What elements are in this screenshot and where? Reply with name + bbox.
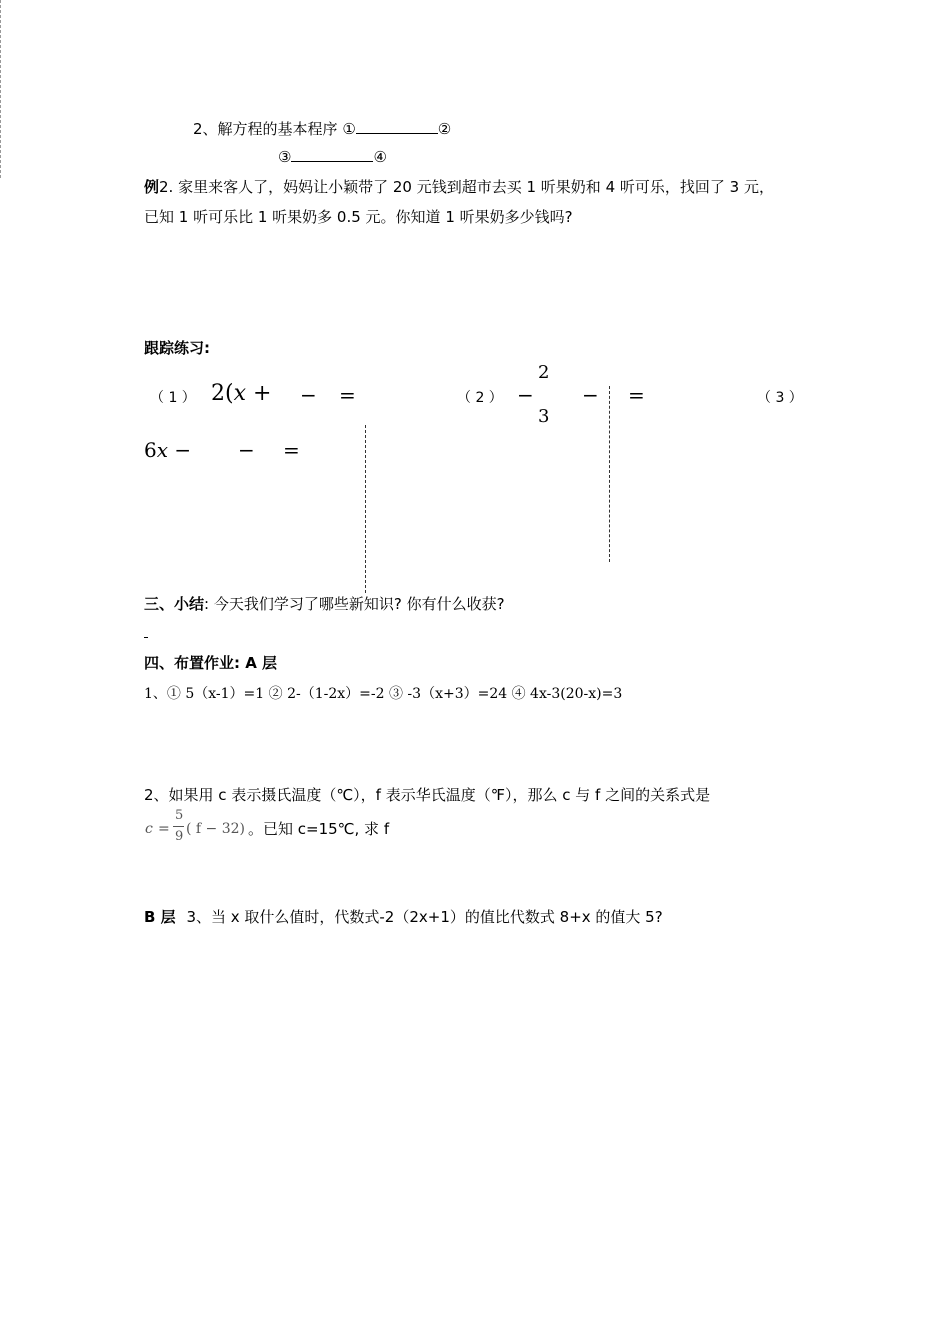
homework-q2-line-1: 2、如果用 c 表示摄氏温度（℃），f 表示华氏温度（℉），那么 c 与 f 之间的关系式是 <box>144 786 711 804</box>
practice-1-plus: + <box>246 381 272 406</box>
practice-1-expression <box>211 381 271 406</box>
practice-1-label: （ 1 ） <box>150 390 196 406</box>
formula-denominator: 9 <box>175 829 184 844</box>
summary-text: : 今天我们学习了哪些新知识? 你有什么收获? <box>204 595 505 613</box>
practice-3-expression <box>144 438 191 462</box>
practice-3-equals: = <box>283 438 300 462</box>
summary-line <box>144 593 505 614</box>
example-2-text-1: 2. 家里来客人了，妈妈让小颖带了 20 元钱到超市去买 1 听果奶和 4 听可乐，找回了 3 元， <box>159 178 774 196</box>
column-divider-2 <box>609 386 610 562</box>
practice-3-coefficient: 6 <box>144 438 157 462</box>
procedure-prefix: 2、解方程的基本程序 <box>193 120 338 138</box>
practice-2-fraction-numerator: 2 <box>538 362 550 383</box>
procedure-line-2 <box>278 147 387 166</box>
column-divider-1 <box>365 425 366 593</box>
homework-q3: 3、当 x 取什么值时，代数式-2（2x+1）的值比代数式 8+x 的值大 5? <box>186 908 663 926</box>
homework-q3-line <box>144 906 663 927</box>
homework-q2-tail: 。已知 c=15℃, 求 f <box>248 820 390 838</box>
practice-2-fraction-denominator: 3 <box>538 406 550 427</box>
procedure-blank-2[interactable] <box>291 147 373 162</box>
practice-2-minus-1: − <box>517 383 534 407</box>
formula-c: c <box>145 821 153 837</box>
procedure-blank-1[interactable] <box>356 119 438 134</box>
practice-3-minus: − <box>238 438 255 462</box>
practice-3-variable: x <box>156 438 169 462</box>
practice-1-variable: x <box>233 381 247 406</box>
example-label: 例 <box>144 178 160 196</box>
practice-2-minus-2: − <box>582 383 599 407</box>
homework-q1: 1、① 5（x-1）=1 ② 2-（1-2x）=-2 ③ -3（x+3）=24 ④ 4x-3(20-x)=3 <box>144 686 623 702</box>
example-2-line-2: 已知 1 听可乐比 1 听果奶多 0.5 元。你知道 1 听果奶多少钱吗? <box>144 208 573 226</box>
practice-2-label: （ 2 ） <box>457 390 503 406</box>
practice-2-equals: = <box>628 383 645 407</box>
formula-rest: ( f − 32) <box>186 821 246 837</box>
procedure-step-2: ② <box>437 120 452 138</box>
formula-equals: = <box>158 821 170 837</box>
homework-heading: 四、布置作业: A 层 <box>144 654 278 672</box>
page-edge-dashed-line <box>0 0 1 178</box>
summary-heading: 三、小结 <box>144 595 205 613</box>
practice-heading: 跟踪练习: <box>144 339 210 357</box>
example-2-line-1 <box>144 176 774 197</box>
homework-q2-line-2 <box>144 808 404 848</box>
practice-3-label: （ 3 ） <box>757 390 803 406</box>
procedure-step-1: ① <box>342 120 356 138</box>
formula-fraction-bar <box>173 826 184 827</box>
homework-b-label: B 层 <box>144 908 176 926</box>
practice-1-minus: − <box>300 383 317 407</box>
practice-1-equals: = <box>339 383 356 407</box>
small-dash-mark <box>144 637 148 638</box>
procedure-step-4: ④ <box>373 148 387 166</box>
procedure-step-3: ③ <box>278 148 292 166</box>
procedure-line-1 <box>193 118 451 139</box>
practice-1-expr-part: 2( <box>211 381 234 406</box>
formula-numerator: 5 <box>175 808 184 823</box>
practice-3-minus-a: − <box>168 438 192 462</box>
